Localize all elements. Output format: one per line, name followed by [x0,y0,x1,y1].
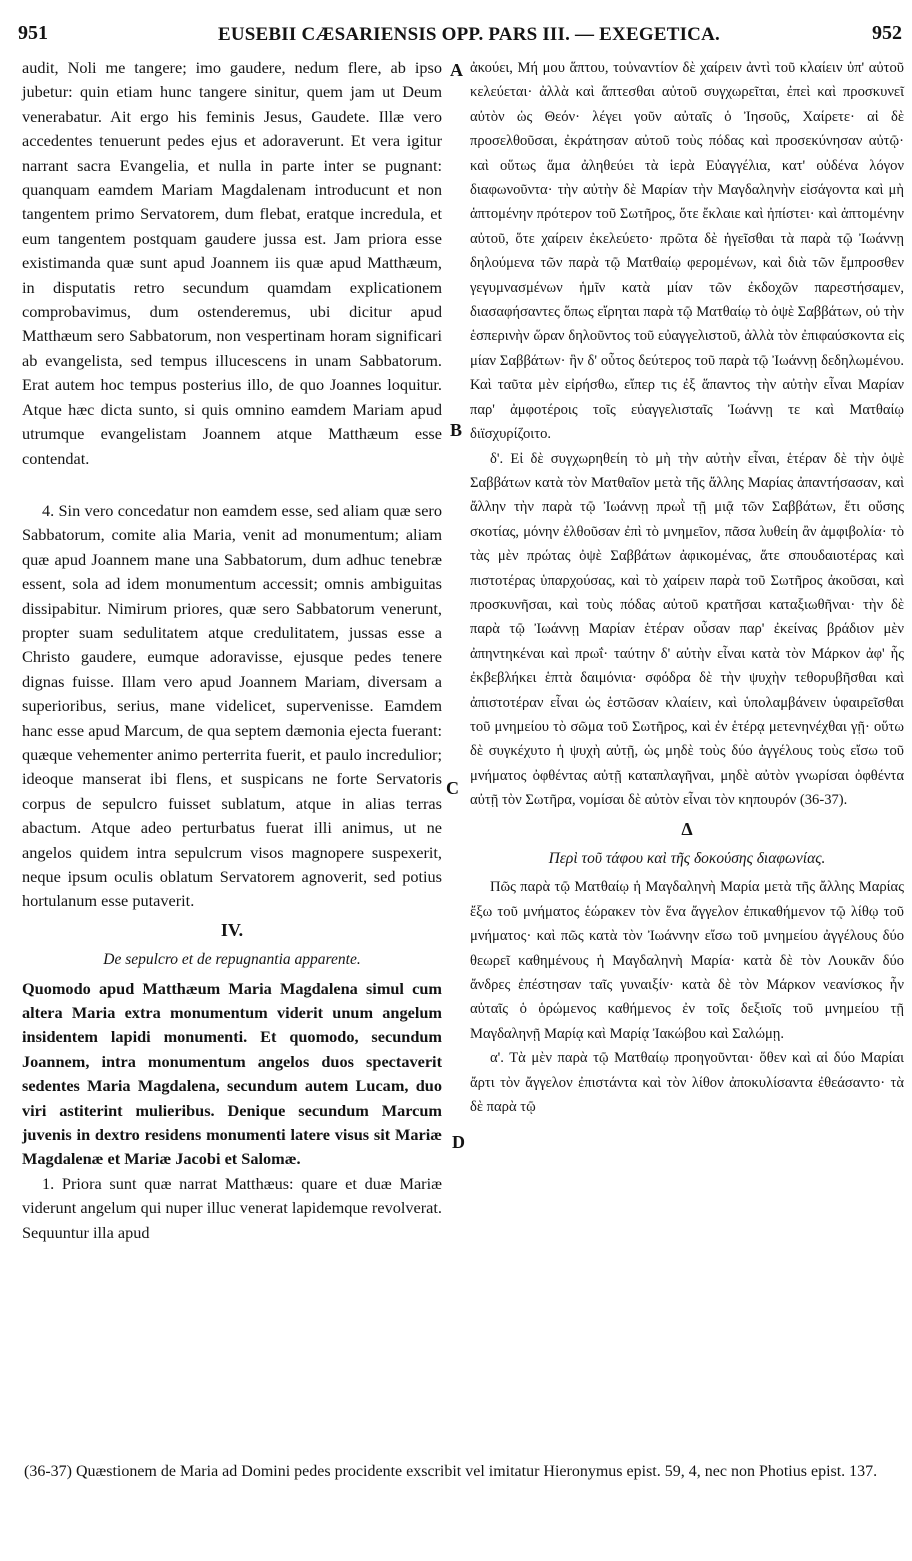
latin-section-title: De sepulcro et de repugnantia apparente. [103,951,361,969]
footnote: (36-37) Quæstionem de Maria ad Domini pedes procidente exscribit vel imitatur Hieronymus epist. 59, 4, nec non Photius epist. 137. [24,1463,878,1480]
latin-paragraph-1: audit, Noli me tangere; imo gaudere, nedum flere, ab ipso jubetur: quin etiam hunc tangere sinitur, quem jam ut Deum venerabatur. Ait ergo his feminis Jesus, Gaudete. Illæ vero accedentes tenuerunt pedes ejus et adoraverunt. Et vera igitur narrant sacra Evangelia, et nulla in parte inter se pugnant: quanquam eamdem Mariam Magdalenam introducunt et non tangentem primo Servatorem, dum flebat, eratque incredula, et eum tangentem postquam gaudere jussa est. Jam priora esse existimanda quæ sunt apud Joannem iis quæ apud Matthæum, in disputatis retro secundum quamdam explicationem comprobavimus, dum ostenderemus, ubi dicitur apud Matthæum sero Sabbatorum, non vespertinam horam significari ab evangelista, sed tempus illucescens in unam Sabbatorum. Erat autem hoc tempus posterius illo, de quo Joannes loquitur. Atque hæc dicta sunto, si quis omnino eamdem Mariam apud utrumque evangelistam Joannem atque Matthæum esse contendat. [22,58,442,468]
page-number-right: 952 [872,22,902,44]
margin-letter-c: C [446,778,459,798]
greek-paragraph-1: ἀκούει, Μή μου ἅπτου, τοὐναντίον δὲ χαίρειν ἀντὶ τοῦ κλαίειν ὑπ' αὐτοῦ κελεύεται· ἀλλὰ καὶ ἅπτεσθαι αὐτοῦ συγχωρεῖται, ἐπεὶ καὶ προσκυνεῖ αὐτὸν ὡς Θεόν· λέγει γοῦν αὐταῖς ὁ Ἰησοῦς, Χαίρετε· αἱ δὲ προσελθοῦσαι, ἐκράτησαν αὐτοῦ τοὺς πόδας καὶ προσεκύνησαν αὐτῷ· καὶ οὕτως ἅμα ἀληθεύει τὰ ἱερὰ Εὐαγγέλια, κατ' οὐδένα λόγον διαφωνοῦντα· τὴν αὐτὴν δὲ Μαρίαν τὴν Μαγδαληνὴν εἰσάγοντα καὶ μὴ ἁπτομένην πρότερον τοῦ Σωτῆρος, ὅτε ἔκλαιε καὶ ἠπίστει· καὶ ἁπτομένην αὐτοῦ, ὅτε χαίρειν ἐκελεύετο· πρῶτα δὲ ἡγεῖσθαι τὰ παρὰ τῷ Ἰωάννῃ δηλούμενα τῶν παρὰ τῷ Ματθαίῳ φερομένων, καὶ διὰ τῶν ἔμπροσθεν γεγυμνασμένων ἡμῖν κατὰ μίαν τῶν ἐκδοχῶν παρεστήσαμεν, διασαφήσαντες ὅπως εἴρηται παρὰ τῷ Ματθαίῳ τὸ ὀψὲ Σαββάτων, οὐ τὴν ἑσπερινὴν ὥραν δηλοῦντος τοῦ εὐαγγελιστοῦ, ἀλλὰ τὸν ἐπιφαύσκοντα εἰς μίαν Σαββάτων· ἣν δ' οὗτος δεύτερος τοῦ παρὰ τῷ Ἰωάννῃ δεδηλωμένου. Καὶ ταῦτα μὲν εἰρήσθω, εἴπερ τις ἐξ ἅπαντος τὴν αὐτὴν εἶναι Μαρίαν παρ' ἀμφοτέροις τοῖς εὐαγγελισταῖς Ἰωάννῃ τε καὶ Ματθαίῳ διϊσχυρίζοιτο. [470,60,904,443]
greek-section-title: Περὶ τοῦ τάφου καὶ τῆς δοκούσης διαφωνίας. [548,850,826,867]
latin-section-number: IV. [220,919,244,940]
margin-letter-a: A [450,60,463,80]
page-number-left: 951 [18,22,48,44]
latin-summary: Quomodo apud Matthæum Maria Magdalena simul cum altera Maria extra monumentum viderit unum angelum insidentem lapidi monumenti. Et quomodo, secundum Joannem, intra monumentum angelos duos spectaverit sedentes Maria Magdalena, secundum autem Lucam, duo viri astiterint mulieribus. Denique secundum Marcum juvenis in dextro residens monumenti latere visus sit Mariæ Magdalenæ et Mariæ Jacobi et Salomæ. [22,978,442,1169]
greek-paragraph-2: δ'. Εἰ δὲ συγχωρηθείη τὸ μὴ τὴν αὐτὴν εἶναι, ἑτέραν δὲ τὴν ὀψὲ Σαββάτων κατὰ τὸν Ματθαῖον μετὰ τῆς ἄλλης Μαρίας ἀπαντήσασαν, καὶ ἄλλην τὴν παρὰ τῷ Ἰωάννῃ πρωῒ τῇ μιᾷ τῶν Σαββάτων, ἔτι οὔσης σκοτίας, μόνην ἐλθοῦσαν ἐπὶ τὸ μνημεῖον, πᾶσα λυθείη ἂν ἀμφιβολία· τὸ τὰς μὲν πρώτας ὀψὲ Σαββάτων ἀφικομένας, ἅτε σπουδαιοτέρας καὶ πιστοτέρας ὑπαρχούσας, καὶ τὸ χαίρειν παρὰ τοῦ Σωτῆρος ἀκοῦσαι, καὶ προσκυνῆσαι, καὶ τοὺς πόδας αὐτοῦ κρατῆσαι καταξιωθῆναι· τὴν δὲ παρὰ τῷ Ἰωάννῃ Μαρίαν ἑτέραν οὖσαν παρ' ἐκείνας βράδιον μὲν ἀπηντηκέναι καὶ πρωΐ· ταύτην δ' αὐτὴν εἶναι κατὰ τὸν Μάρκον ἀφ' ἧς ἐκβεβλήκει ἑπτὰ δαιμόνια· σφόδρα δὲ τὴν ψυχὴν τεθορυβῆσθαι καὶ ἀπιστοτέραν εἶναι ὡς ἑστῶσαν κλαίειν, καὶ ὑπολαμβάνειν ὑφαιρεῖσθαι τοῦ μνημείου τὸ σῶμα τοῦ Σωτῆρος, καὶ ἐν ἑτέρᾳ μετενηνέχθαι γῇ· οὕτω δὲ συγκέχυτο ἡ ψυχὴ αὐτῇ, ὡς μηδὲ τοὺς δύο ἀγγέλους τοὺς εἴσω τοῦ μνήματος ὀφθέντας αὐτῇ καταπλαγῆναι, μηδὲ αὐτὸν γνωρίσαι ὀφθέντα αὐτῇ τὸν Σωτῆρα, νομίσαι δὲ αὐτὸν εἶναι τὸν κηπουρόν (36-37). [470,450,904,809]
margin-letter-b: B [450,420,463,440]
margin-letter-d: D [452,1132,465,1152]
greek-section-number: Δ [681,818,693,839]
latin-paragraph-3: 1. Priora sunt quæ narrat Matthæus: quare et duæ Mariæ viderunt angelum qui nuper illuc venerat lapidemque revolverat. Sequuntur illa apud [22,1173,442,1242]
running-title: EUSEBII CÆSARIENSIS OPP. PARS III. — EXEGETICA. [218,24,720,45]
latin-column [22,56,442,1245]
latin-paragraph-2: 4. Sin vero concedatur non eamdem esse, sed aliam quæ sero Sabbatorum, comite alia Maria, venit ad monumentum; aliam quæ apud Joannem mane una Sabbatorum, dum adhuc tenebræ essent, sola ad idem monumentum accessit; omnis ambiguitas dissipabitur. Nimirum priores, quæ sero Sabbatorum venerunt, propter suam sedulitatem atque credulitatem, jussas esse a Christo gaudere, eumque adoravisse, ejusque pedes tenere dignas fuisse. Illam vero apud Joannem Mariam, diversam a superioribus, serius, mane videlicet, supervenisse. Eamdem hanc esse apud Marcum, de qua septem dæmonia ejecta fuerant: quæque vehementer animo perterrita fuerit, et paulo incredulior; ideoque manserat ibi flens, et suspicans ne forte Servatoris corpus de sepulcro fuisset sublatum, atque in alias terras abactum. Atque adeo perturbatus fuerat illi animus, ut ne angelos quidem intra sepulcrum visos magnopere suspexerit, neque ipsum oculis oblatum Servatorem agnoverit, sed potius hortulanum esse putaverit. [22,500,442,911]
greek-paragraph-3: α'. Τὰ μὲν παρὰ τῷ Ματθαίῳ προηγοῦνται· ὅθεν καὶ αἱ δύο Μαρίαι ἄρτι τὸν ἄγγελον ἐπιστάντα καὶ τὸν λίθον ἀποκυλίσαντα ἐθεάσαντο· τὰ δὲ παρὰ τῷ [470,1050,904,1116]
greek-summary: Πῶς παρὰ τῷ Ματθαίῳ ἡ Μαγδαληνὴ Μαρία μετὰ τῆς ἄλλης Μαρίας ἔξω τοῦ μνήματος ἑώρακεν τὸν ἕνα ἄγγελον ἐπικαθήμενον τῷ λίθῳ τοῦ μνήματος· καὶ πῶς κατὰ τὸν Ἰωάννην εἴσω τοῦ μνημείου ἀγγέλους δύο θεωρεῖ καθημένους ἡ Μαγδαληνὴ Μαρία· κατὰ δὲ τὸν Λουκᾶν δύο ἄνδρες ἐπέστησαν ταῖς γυναιξίν· κατὰ δὲ τὸν Μάρκον νεανίσκος ἦν αὐταῖς ὁ ὁρώμενος καθήμενος ἐν τοῖς δεξιοῖς τοῦ μνημείου τῇ Μαγδαληνῇ Μαρίᾳ καὶ Μαρίᾳ Ἰακώβου καὶ Σαλώμῃ. [470,879,904,1042]
page-header [18,16,902,48]
greek-column [470,56,904,1119]
